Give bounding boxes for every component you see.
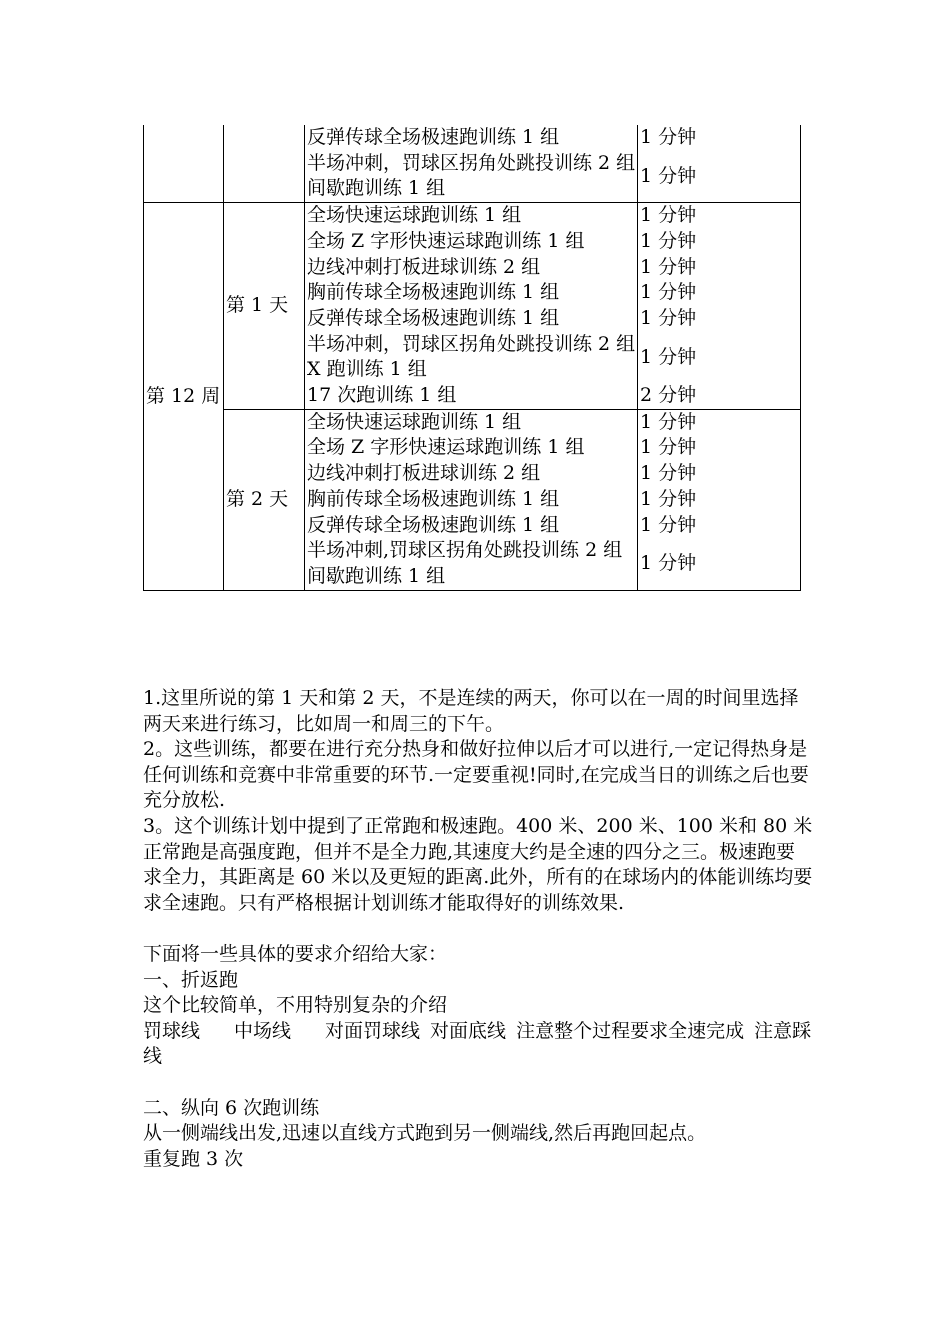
durations-cell — [638, 203, 801, 410]
activity-item: 胸前传球全场极速跑训练 1 组 — [307, 487, 560, 510]
activity-item: 半场冲刺，罚球区拐角处跳投训练 2 组 — [307, 332, 636, 355]
duration-item: 1 分钟 — [640, 410, 697, 433]
week-cell: 第 12 周 — [144, 203, 224, 591]
note-paragraph: 3。这个训练计划中提到了正常跑和极速跑。400 米、200 米、100 米和 80 米正常跑是高强度跑，但并不是全力跑,其速度大约是全速的四分之三。极速跑要求全力，其距离是 60 米以及更短的距离.此外，所有的在球场内的体能训练均要求全速跑。只有严格根据计划训练才能取得好的训练效果. — [143, 814, 813, 914]
duration-item: 1 分钟 — [640, 204, 697, 227]
step-item: 对面底线 — [430, 1019, 507, 1042]
activity-item: 间歇跑训练 1 组 — [307, 177, 446, 200]
section-heading: 一、折返跑 — [143, 968, 239, 991]
duration-item: 1 分钟 — [640, 255, 697, 278]
duration-item: 1 分钟 — [640, 306, 697, 329]
duration-item: 1 分钟 — [640, 281, 697, 304]
duration-item: 1 分钟 — [640, 164, 697, 187]
activity-item: 边线冲刺打板进球训练 2 组 — [307, 462, 541, 485]
table-row — [144, 203, 801, 410]
duration-item: 1 分钟 — [640, 229, 697, 252]
activity-item: 胸前传球全场极速跑训练 1 组 — [307, 281, 560, 304]
section-description: 从一侧端线出发,迅速以直线方式跑到另一侧端线,然后再跑回起点。 — [143, 1122, 707, 1145]
activity-item: 反弹传球全场极速跑训练 1 组 — [307, 126, 560, 148]
activities-cell — [305, 409, 638, 590]
duration-item: 1 分钟 — [640, 513, 697, 536]
day-cell: 第 1 天 — [224, 203, 305, 410]
activity-item: 半场冲刺，罚球区拐角处跳投训练 2 组 — [307, 151, 636, 174]
notes-section — [143, 686, 813, 1172]
table-row — [144, 409, 801, 590]
activity-item: 全场 Z 字形快速运球跑训练 1 组 — [307, 229, 585, 252]
activity-item: 间歇跑训练 1 组 — [307, 564, 446, 587]
durations-cell — [638, 409, 801, 590]
step-item: 中场线 — [234, 1019, 292, 1042]
duration-item: 1 分钟 — [640, 126, 697, 148]
durations-cell — [638, 125, 801, 203]
duration-item: 1 分钟 — [640, 552, 697, 575]
note-paragraph: 1.这里所说的第 1 天和第 2 天，不是连续的两天，你可以在一周的时间里选择两天来进行练习，比如周一和周三的下午。 — [143, 687, 799, 735]
section-steps — [143, 1019, 813, 1070]
day-cell-empty — [224, 125, 305, 203]
activity-item: 全场快速运球跑训练 1 组 — [307, 410, 522, 433]
activity-item: 17 次跑训练 1 组 — [307, 384, 457, 407]
day-cell: 第 2 天 — [224, 409, 305, 590]
section-heading: 二、纵向 6 次跑训练 — [143, 1096, 320, 1119]
duration-item: 1 分钟 — [640, 436, 697, 459]
activity-item: X 跑训练 1 组 — [307, 358, 427, 381]
activities-cell — [305, 125, 638, 203]
duration-item: 2 分钟 — [640, 384, 697, 407]
step-item: 罚球线 — [143, 1019, 201, 1042]
activity-item: 反弹传球全场极速跑训练 1 组 — [307, 513, 560, 536]
activity-item: 全场 Z 字形快速运球跑训练 1 组 — [307, 436, 585, 459]
step-item: 对面罚球线 — [325, 1019, 421, 1042]
spacer — [143, 1070, 813, 1096]
note-paragraph: 2。这些训练，都要在进行充分热身和做好拉伸以后才可以进行,一定记得热身是任何训练和竞赛中非常重要的环节.一定要重视!同时,在完成当日的训练之后也要充分放松. — [143, 738, 809, 812]
duration-item: 1 分钟 — [640, 462, 697, 485]
training-plan-table — [143, 125, 801, 591]
activities-cell — [305, 203, 638, 410]
activity-item: 半场冲刺,罚球区拐角处跳投训练 2 组 — [307, 539, 623, 562]
activity-item: 边线冲刺打板进球训练 2 组 — [307, 255, 541, 278]
step-item: 注意整个过程要求全速完成 — [516, 1019, 745, 1042]
week-cell-empty — [144, 125, 224, 203]
duration-item: 1 分钟 — [640, 487, 697, 510]
spacer — [143, 916, 813, 942]
step-item: 注意踩线 — [143, 1019, 812, 1068]
intro-text: 下面将一些具体的要求介绍给大家： — [143, 942, 448, 965]
table-row — [144, 125, 801, 203]
section-repeat: 重复跑 3 次 — [143, 1147, 244, 1170]
activity-item: 全场快速运球跑训练 1 组 — [307, 204, 522, 227]
activity-item: 反弹传球全场极速跑训练 1 组 — [307, 306, 560, 329]
duration-item: 1 分钟 — [640, 345, 697, 368]
section-description: 这个比较简单，不用特别复杂的介绍 — [143, 994, 448, 1017]
